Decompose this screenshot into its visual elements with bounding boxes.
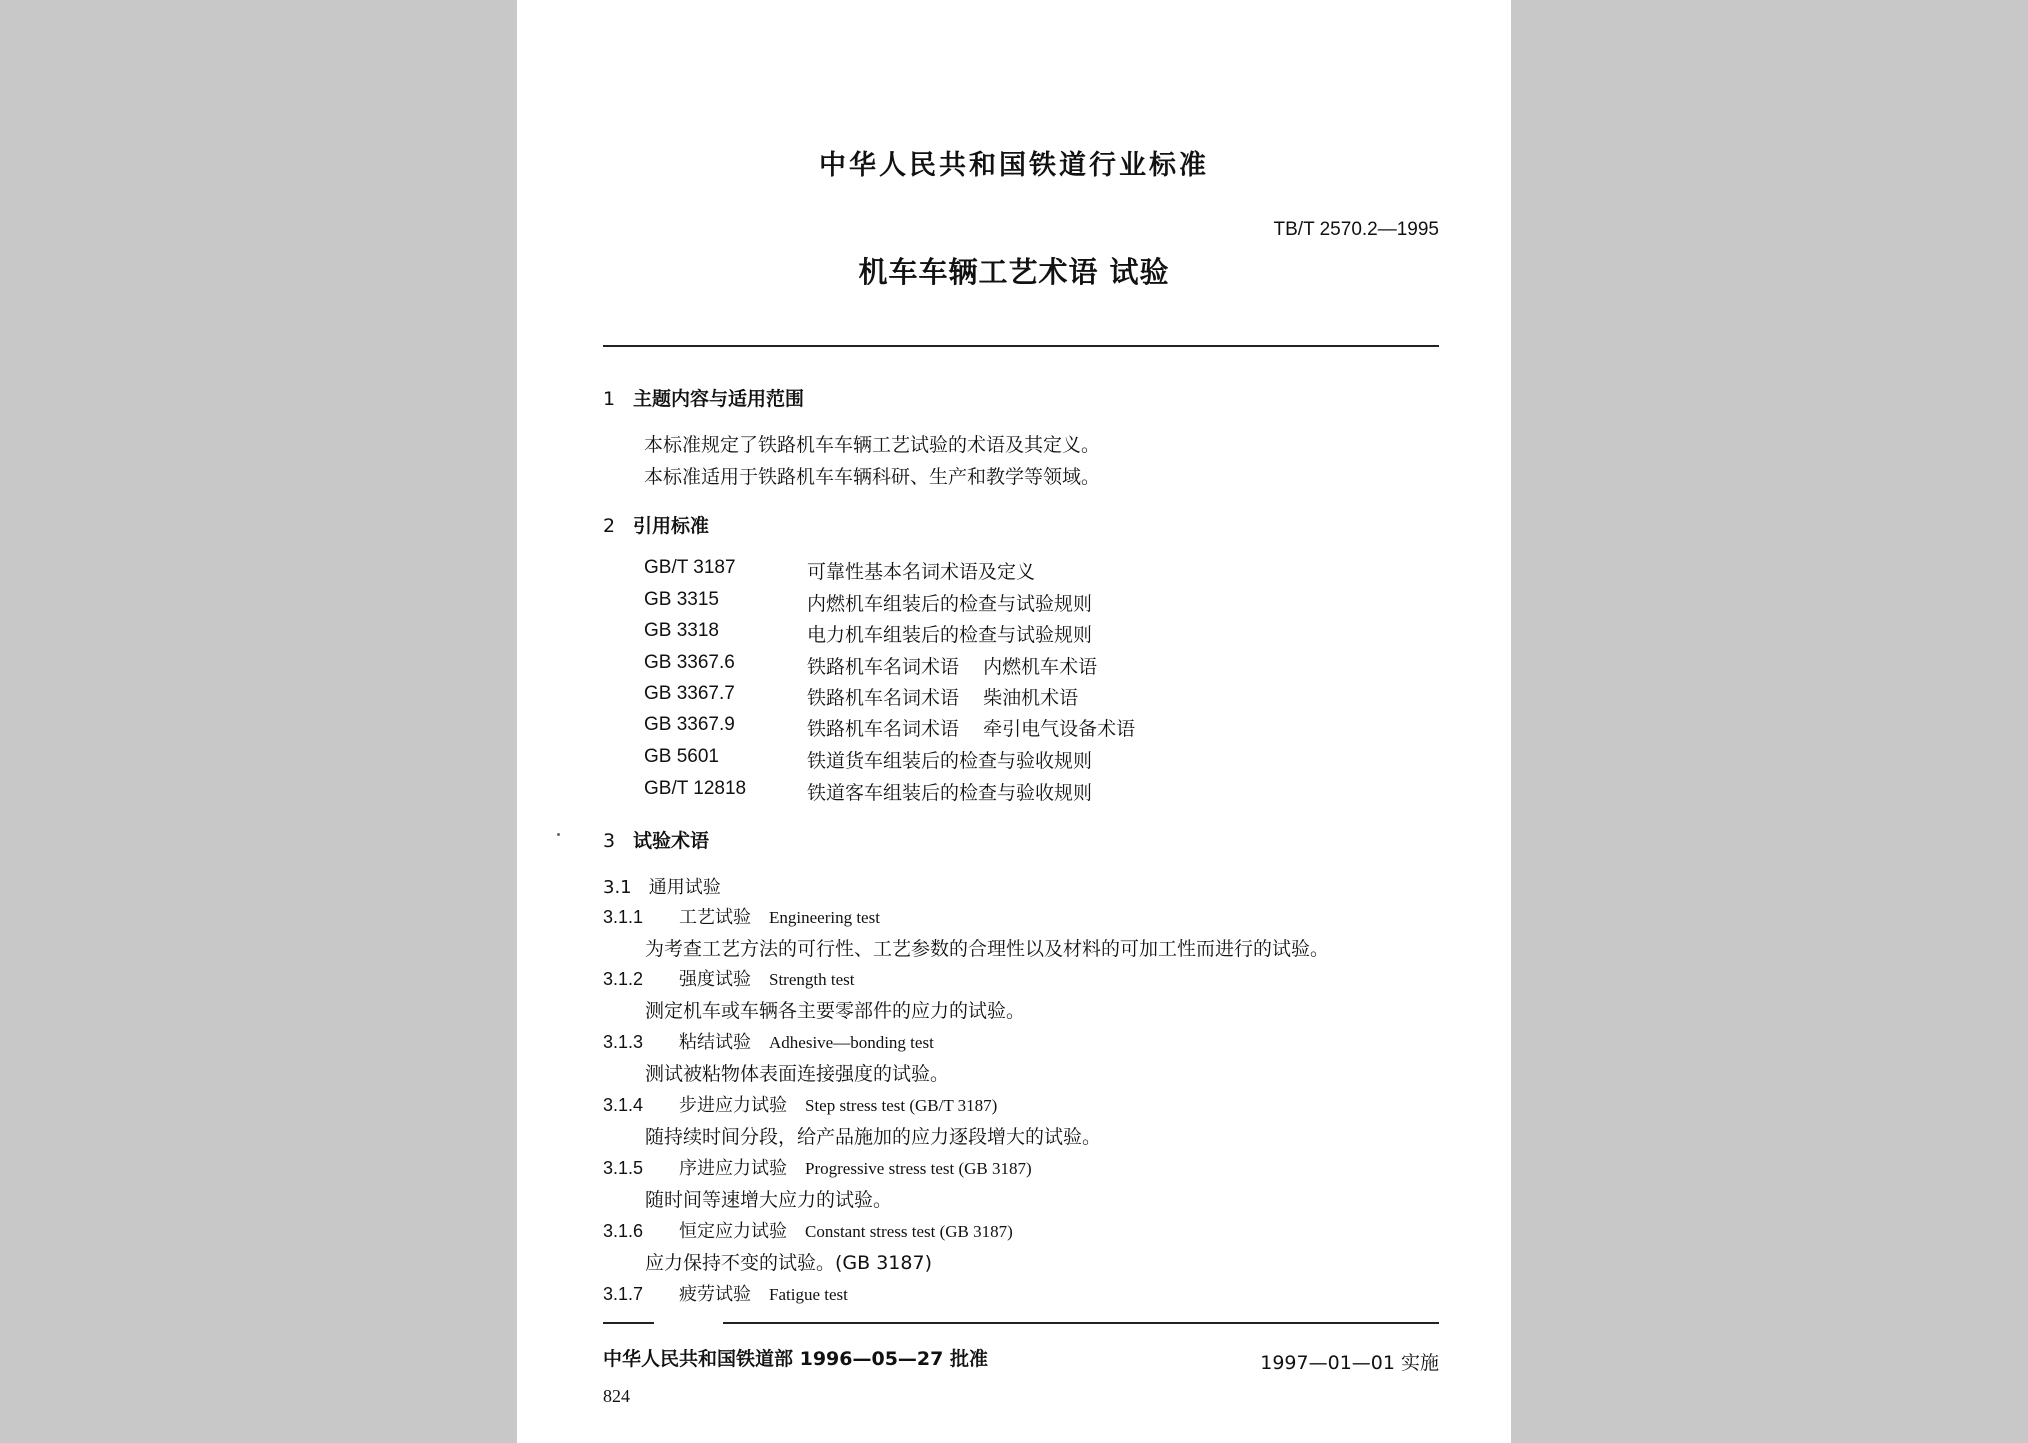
subsection-3-1-heading: 3.1 通用试验 (603, 877, 721, 898)
term-heading (603, 965, 854, 991)
term-zh: 疲劳试验 (679, 1284, 751, 1305)
term-en: Progressive stress test (GB 3187) (805, 1159, 1032, 1178)
term-en: Constant stress test (GB 3187) (805, 1222, 1013, 1241)
reference-code: GB 3367.6 (644, 652, 735, 673)
term-en: Step stress test (GB/T 3187) (805, 1096, 998, 1115)
reference-title: 可靠性基本名词术语及定义 (807, 561, 1036, 583)
reference-title: 电力机车组装后的检查与试验规则 (807, 624, 1093, 646)
reference-code: GB 3318 (644, 620, 719, 641)
reference-title: 铁路机车名词术语 内燃机车术语 (807, 656, 1098, 678)
term-heading (603, 1154, 1032, 1180)
issuing-organization: 中华人民共和国铁道行业标准 (819, 150, 1209, 181)
section-2-heading (603, 511, 709, 538)
footer-divider-short (603, 1322, 654, 1324)
term-number: 3.1.6 (603, 1221, 644, 1241)
term-en: Engineering test (769, 908, 880, 927)
term-definition: 测试被粘物体表面连接强度的试验。 (645, 1063, 950, 1085)
section-3-heading (603, 826, 709, 853)
section-3-title: 试验术语 (633, 830, 710, 852)
section-3-number: 3 (603, 830, 616, 852)
term-definition: 为考查工艺方法的可行性、工艺参数的合理性以及材料的可加工性而进行的试验。 (645, 938, 1330, 960)
term-definition: 测定机车或车辆各主要零部件的应力的试验。 (645, 1000, 1026, 1022)
term-number: 3.1.3 (603, 1032, 644, 1052)
section-1-number: 1 (603, 388, 616, 410)
section-2-title: 引用标准 (633, 515, 710, 537)
section-1-paragraph-1: 本标准规定了铁路机车车辆工艺试验的术语及其定义。 (644, 434, 1101, 456)
section-1-title: 主题内容与适用范围 (633, 388, 805, 410)
reference-title: 内燃机车组装后的检查与试验规则 (807, 593, 1093, 615)
reference-code: GB 3367.9 (644, 714, 735, 735)
document-page (517, 0, 1511, 1443)
term-definition: 随时间等速增大应力的试验。 (645, 1189, 893, 1211)
page-number: 824 (603, 1386, 630, 1406)
term-zh: 序进应力试验 (679, 1158, 787, 1179)
term-zh: 粘结试验 (679, 1032, 751, 1053)
document-title: 机车车辆工艺术语 试验 (858, 255, 1170, 289)
term-number: 3.1.2 (603, 969, 644, 989)
term-number: 3.1.4 (603, 1095, 644, 1115)
reference-title: 铁道货车组装后的检查与验收规则 (807, 750, 1093, 772)
reference-code: GB 3367.7 (644, 683, 735, 704)
term-number: 3.1.1 (603, 907, 644, 927)
term-zh: 工艺试验 (679, 907, 751, 928)
term-heading (603, 1091, 997, 1117)
reference-title: 铁路机车名词术语 牵引电气设备术语 (807, 718, 1136, 740)
implementation-date: 1997—01—01 实施 (1260, 1352, 1439, 1374)
reference-title: 铁路机车名词术语 柴油机术语 (807, 687, 1079, 709)
term-number: 3.1.7 (603, 1284, 644, 1304)
reference-code: GB 3315 (644, 589, 719, 610)
section-2-number: 2 (603, 515, 616, 537)
term-number: 3.1.5 (603, 1158, 644, 1178)
term-zh: 强度试验 (679, 969, 751, 990)
reference-code: GB/T 3187 (644, 557, 736, 578)
term-definition: 应力保持不变的试验。(GB 3187) (645, 1252, 932, 1274)
term-en: Fatigue test (769, 1285, 848, 1304)
term-en: Strength test (769, 970, 855, 989)
term-en: Adhesive—bonding test (769, 1033, 934, 1052)
term-zh: 恒定应力试验 (679, 1221, 787, 1242)
reference-title: 铁道客车组装后的检查与验收规则 (807, 782, 1093, 804)
reference-code: GB 5601 (644, 746, 719, 767)
footer-divider-long (723, 1322, 1439, 1324)
term-definition: 随持续时间分段，给产品施加的应力逐段增大的试验。 (645, 1126, 1102, 1148)
term-heading (603, 1280, 848, 1306)
header-divider (603, 345, 1439, 347)
section-1-heading (603, 384, 804, 411)
standard-code: TB/T 2570.2—1995 (1273, 219, 1439, 240)
term-zh: 步进应力试验 (679, 1095, 787, 1116)
approval-statement: 中华人民共和国铁道部 1996—05—27 批准 (603, 1348, 988, 1370)
reference-code: GB/T 12818 (644, 778, 747, 799)
scan-speck (557, 833, 560, 836)
section-1-paragraph-2: 本标准适用于铁路机车车辆科研、生产和教学等领域。 (644, 466, 1101, 488)
term-heading (603, 1028, 934, 1054)
term-heading (603, 903, 880, 929)
term-heading (603, 1217, 1013, 1243)
